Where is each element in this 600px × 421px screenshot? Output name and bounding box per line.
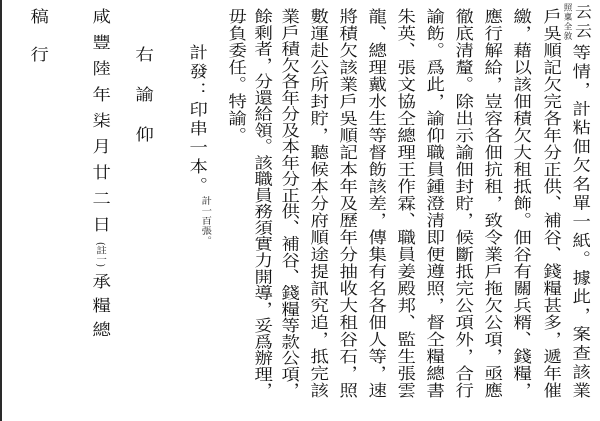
lead-yun-first: 云 (572, 4, 594, 19)
text-column-1: 等情，計粘佃欠名單一紙。據此，案查該業 (569, 44, 592, 398)
date-line (86, 8, 114, 378)
draft-mark: 稿 行 (27, 8, 50, 65)
page-edge-line (0, 0, 2, 421)
text-column-9: 將積欠該業戶吳順記本年及歷年分抽收大租谷石，照 (336, 8, 359, 398)
lead-yun-second: 云 (572, 23, 594, 38)
text-column-closing: 毋負委任。特諭。 (225, 8, 248, 144)
text-column-3: 繳，藉以該佃積欠大租抵飾。佃谷有關兵糈、錢糧， (510, 8, 533, 398)
issue-text: 計發：印串一本。 (186, 44, 209, 196)
text-column-12: 餘剩者，分還給領。該職員務須實力開導，妥爲辦理， (251, 8, 274, 398)
text-column-7: 朱英、張文協仝總理王作霖、職員姜殿邦、監生張雲 (394, 8, 417, 398)
text-column-8: 龍、總理戴水生等督飭該差，傳集有名各佃人等，速 (365, 8, 388, 398)
date-suffix: 承糧總 (89, 273, 112, 346)
lead-editorial-note: 照稟全敘 (562, 3, 572, 41)
issue-line (183, 44, 211, 284)
issue-note: 計一百張。 (199, 196, 211, 246)
text-column-6: 諭飭。爲此，諭仰職員鍾澄清即便遵照，督仝糧總書 (423, 8, 446, 398)
date-text: 咸豐陸年柒月廿二日 (89, 8, 112, 242)
text-column-5: 徹底清釐。除出示諭佃封貯，候斷抵完公項外，合行 (452, 8, 475, 398)
date-footnote-marker: (註一) (94, 242, 106, 268)
text-column-10: 數運赴公所封貯，聽候本分府順途提訊究追，抵完該 (307, 8, 330, 398)
text-column-2: 戶吳順記欠完各年分正供、補谷、錢糧甚多，遞年催 (540, 8, 563, 398)
text-column-4: 應行解給，豈容各佃抗租，致令業戶拖欠公項，亟應 (481, 8, 504, 398)
addressee-line: 右 諭 仰 (132, 46, 155, 146)
text-column-11: 業戶積欠各年分及本年分正供、補谷、錢糧等款公項， (278, 8, 301, 398)
